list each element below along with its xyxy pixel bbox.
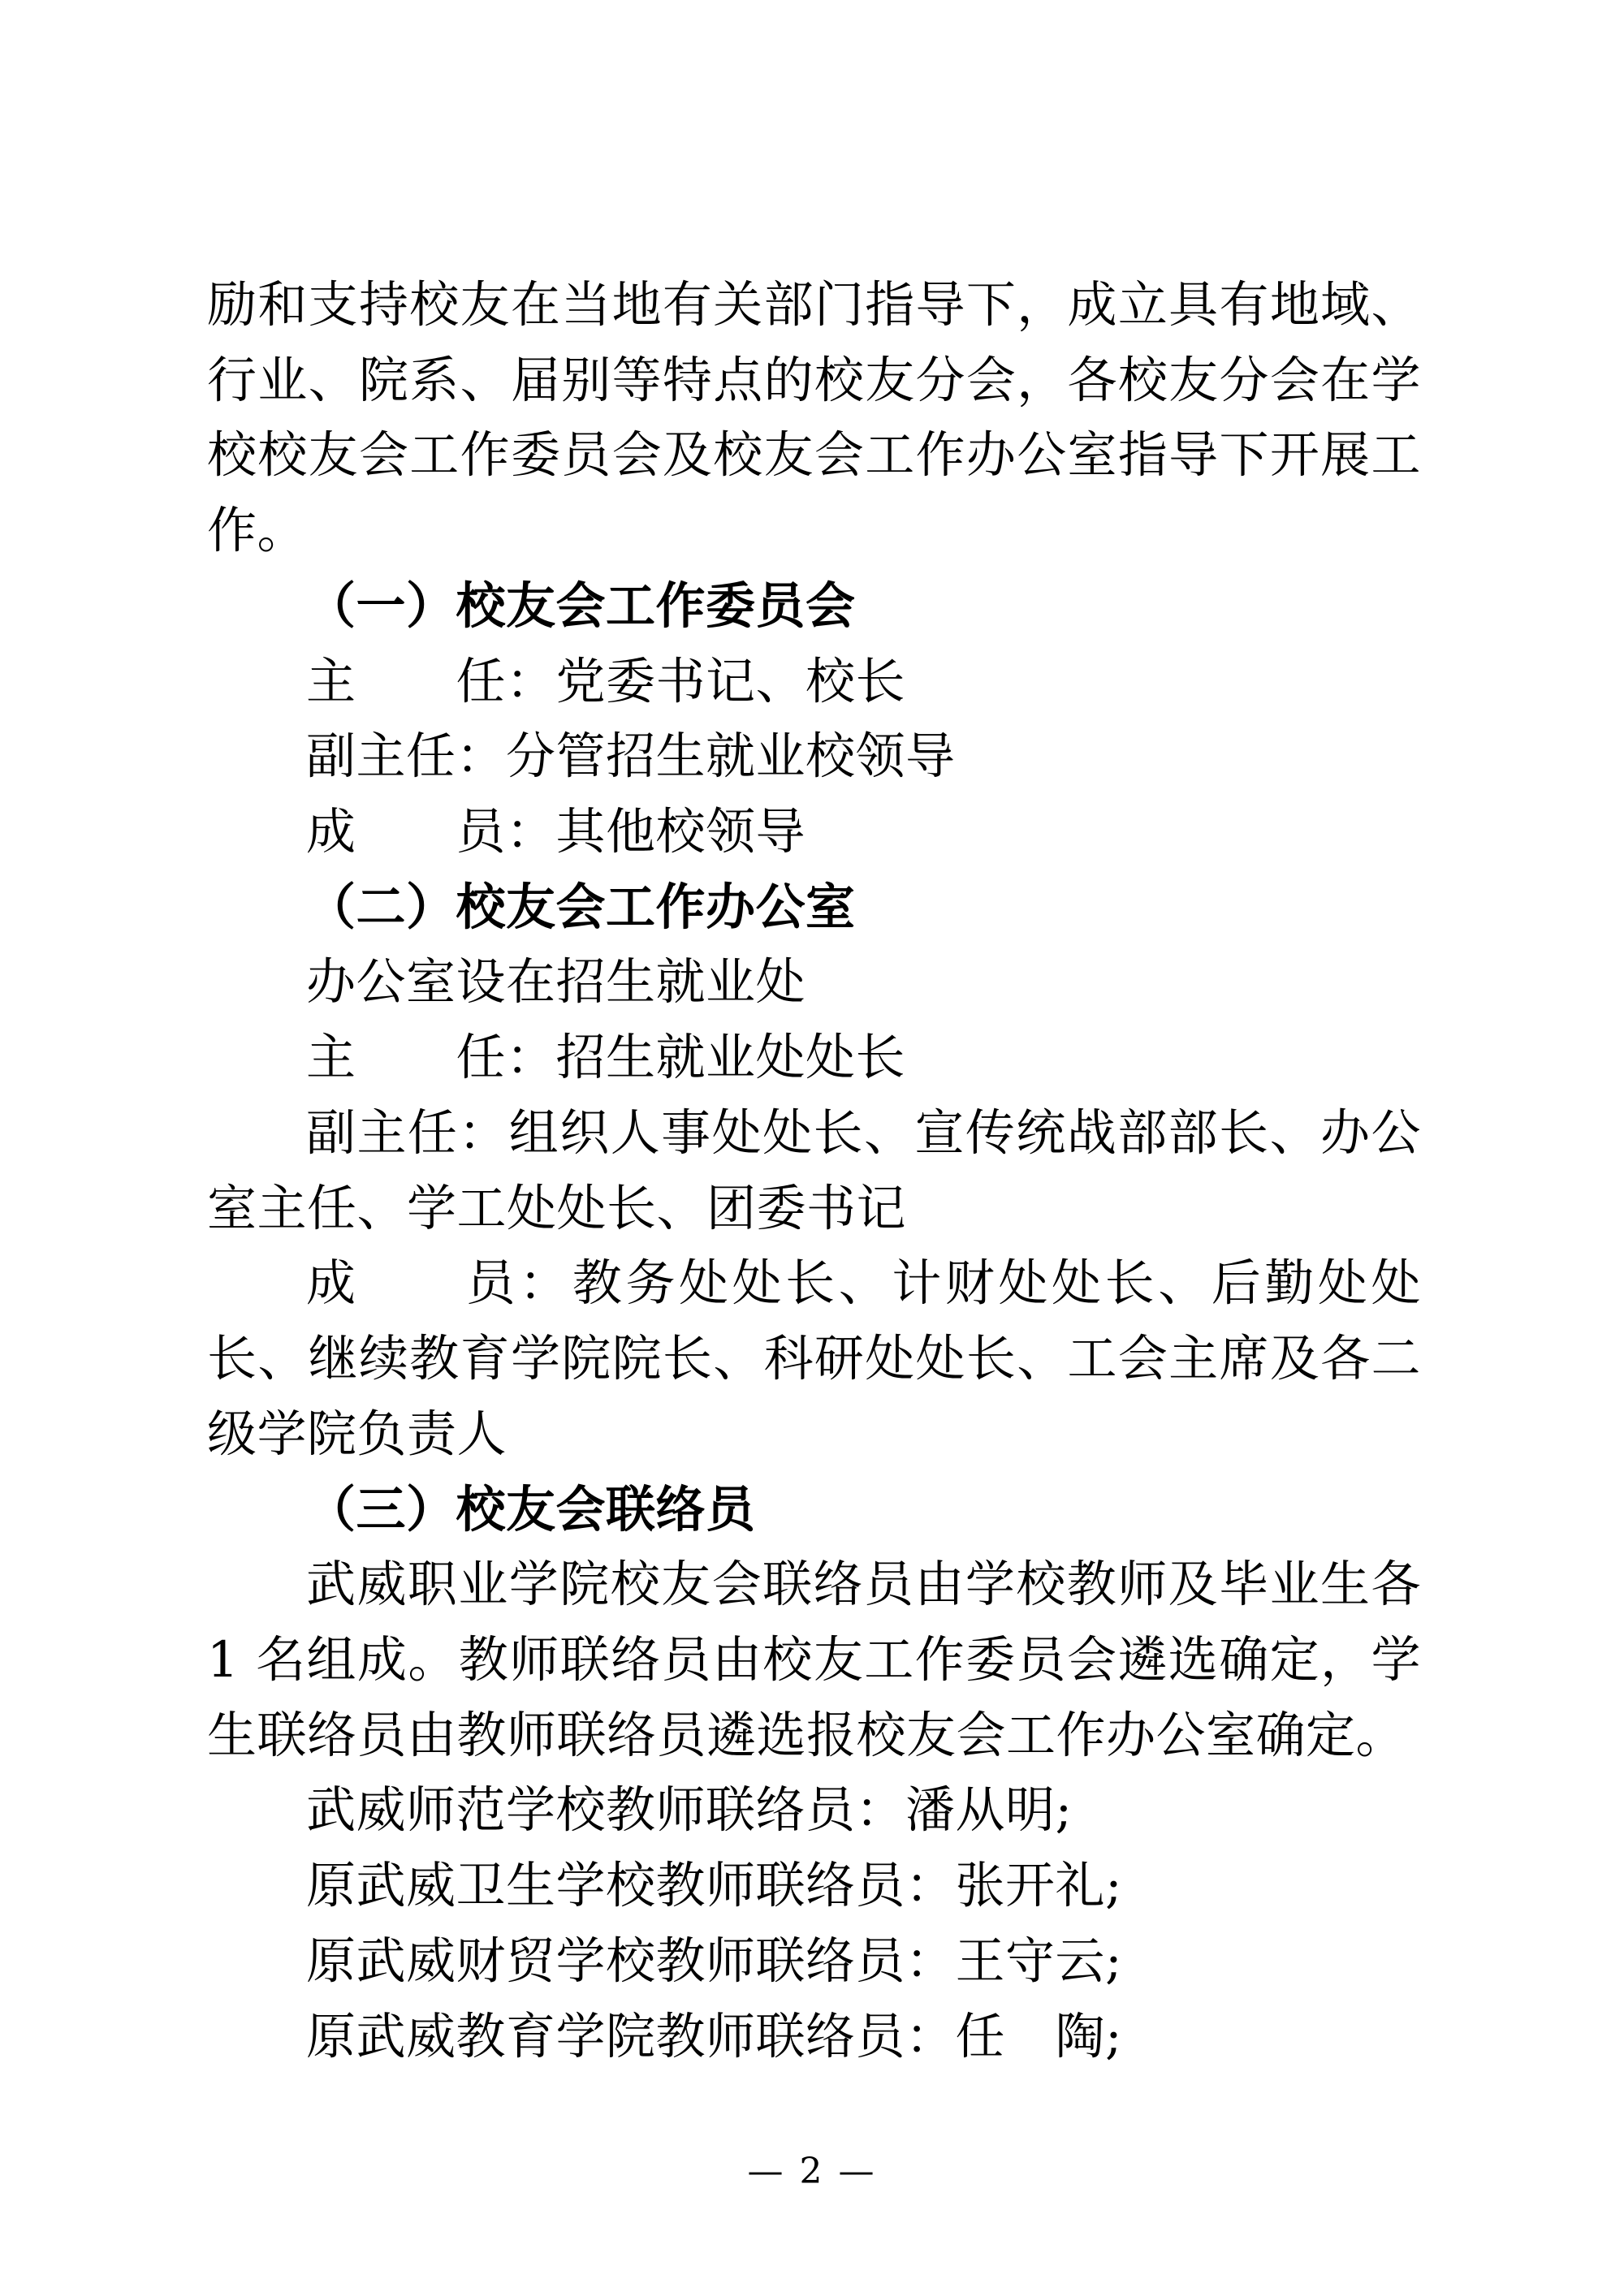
liaison-wuwei-normal-school: 武威师范学校教师联络员：潘从明; bbox=[306, 1781, 1073, 1840]
section-one-vice-chair: 副主任：分管招生就业校领导 bbox=[306, 727, 956, 786]
heading-section-three: （三）校友会联络员 bbox=[306, 1480, 756, 1539]
section-two-vice-chairs: 副主任：组织人事处处长、宣传统战部部长、办公室主任、学工处处长、团委书记 bbox=[207, 1103, 1421, 1237]
section-two-chair: 主 任：招生就业处处长 bbox=[306, 1029, 906, 1087]
section-one-members: 成 员：其他校领导 bbox=[306, 803, 806, 861]
section-three-description: 武威职业学院校友会联络员由学校教师及毕业生各 1 名组成。教师联络员由校友工作委员会遴选确定，学生联络员由教师联络员遴选报校友会工作办公室确定。 bbox=[207, 1556, 1421, 1764]
section-two-members: 成 员：教务处处长、计财处处长、后勤处处长、继续教育学院院长、科研处处长、工会主席及各二级学院负责人 bbox=[207, 1254, 1421, 1463]
document-body bbox=[207, 268, 1421, 2074]
page-footer bbox=[0, 2151, 1624, 2192]
paragraph-intro: 励和支持校友在当地有关部门指导下，成立具有地域、行业、院系、届别等特点的校友分会，各校友分会在学校校友会工作委员会及校友会工作办公室指导下开展工作。 bbox=[207, 276, 1421, 560]
page-number: — 2 — bbox=[747, 2151, 877, 2192]
liaison-wuwei-education-college: 原武威教育学院教师联络员：任 陶; bbox=[306, 2007, 1123, 2065]
heading-section-one: （一）校友会工作委员会 bbox=[306, 576, 856, 635]
section-one-chair: 主 任：党委书记、校长 bbox=[306, 652, 906, 710]
liaison-wuwei-health-school: 原武威卫生学校教师联络员：张开礼; bbox=[306, 1857, 1123, 1915]
heading-section-two: （二）校友会工作办公室 bbox=[306, 878, 856, 936]
liaison-wuwei-finance-trade-school: 原武威财贸学校教师联络员：王守云; bbox=[306, 1931, 1123, 1990]
section-two-office-location: 办公室设在招生就业处 bbox=[306, 953, 806, 1012]
